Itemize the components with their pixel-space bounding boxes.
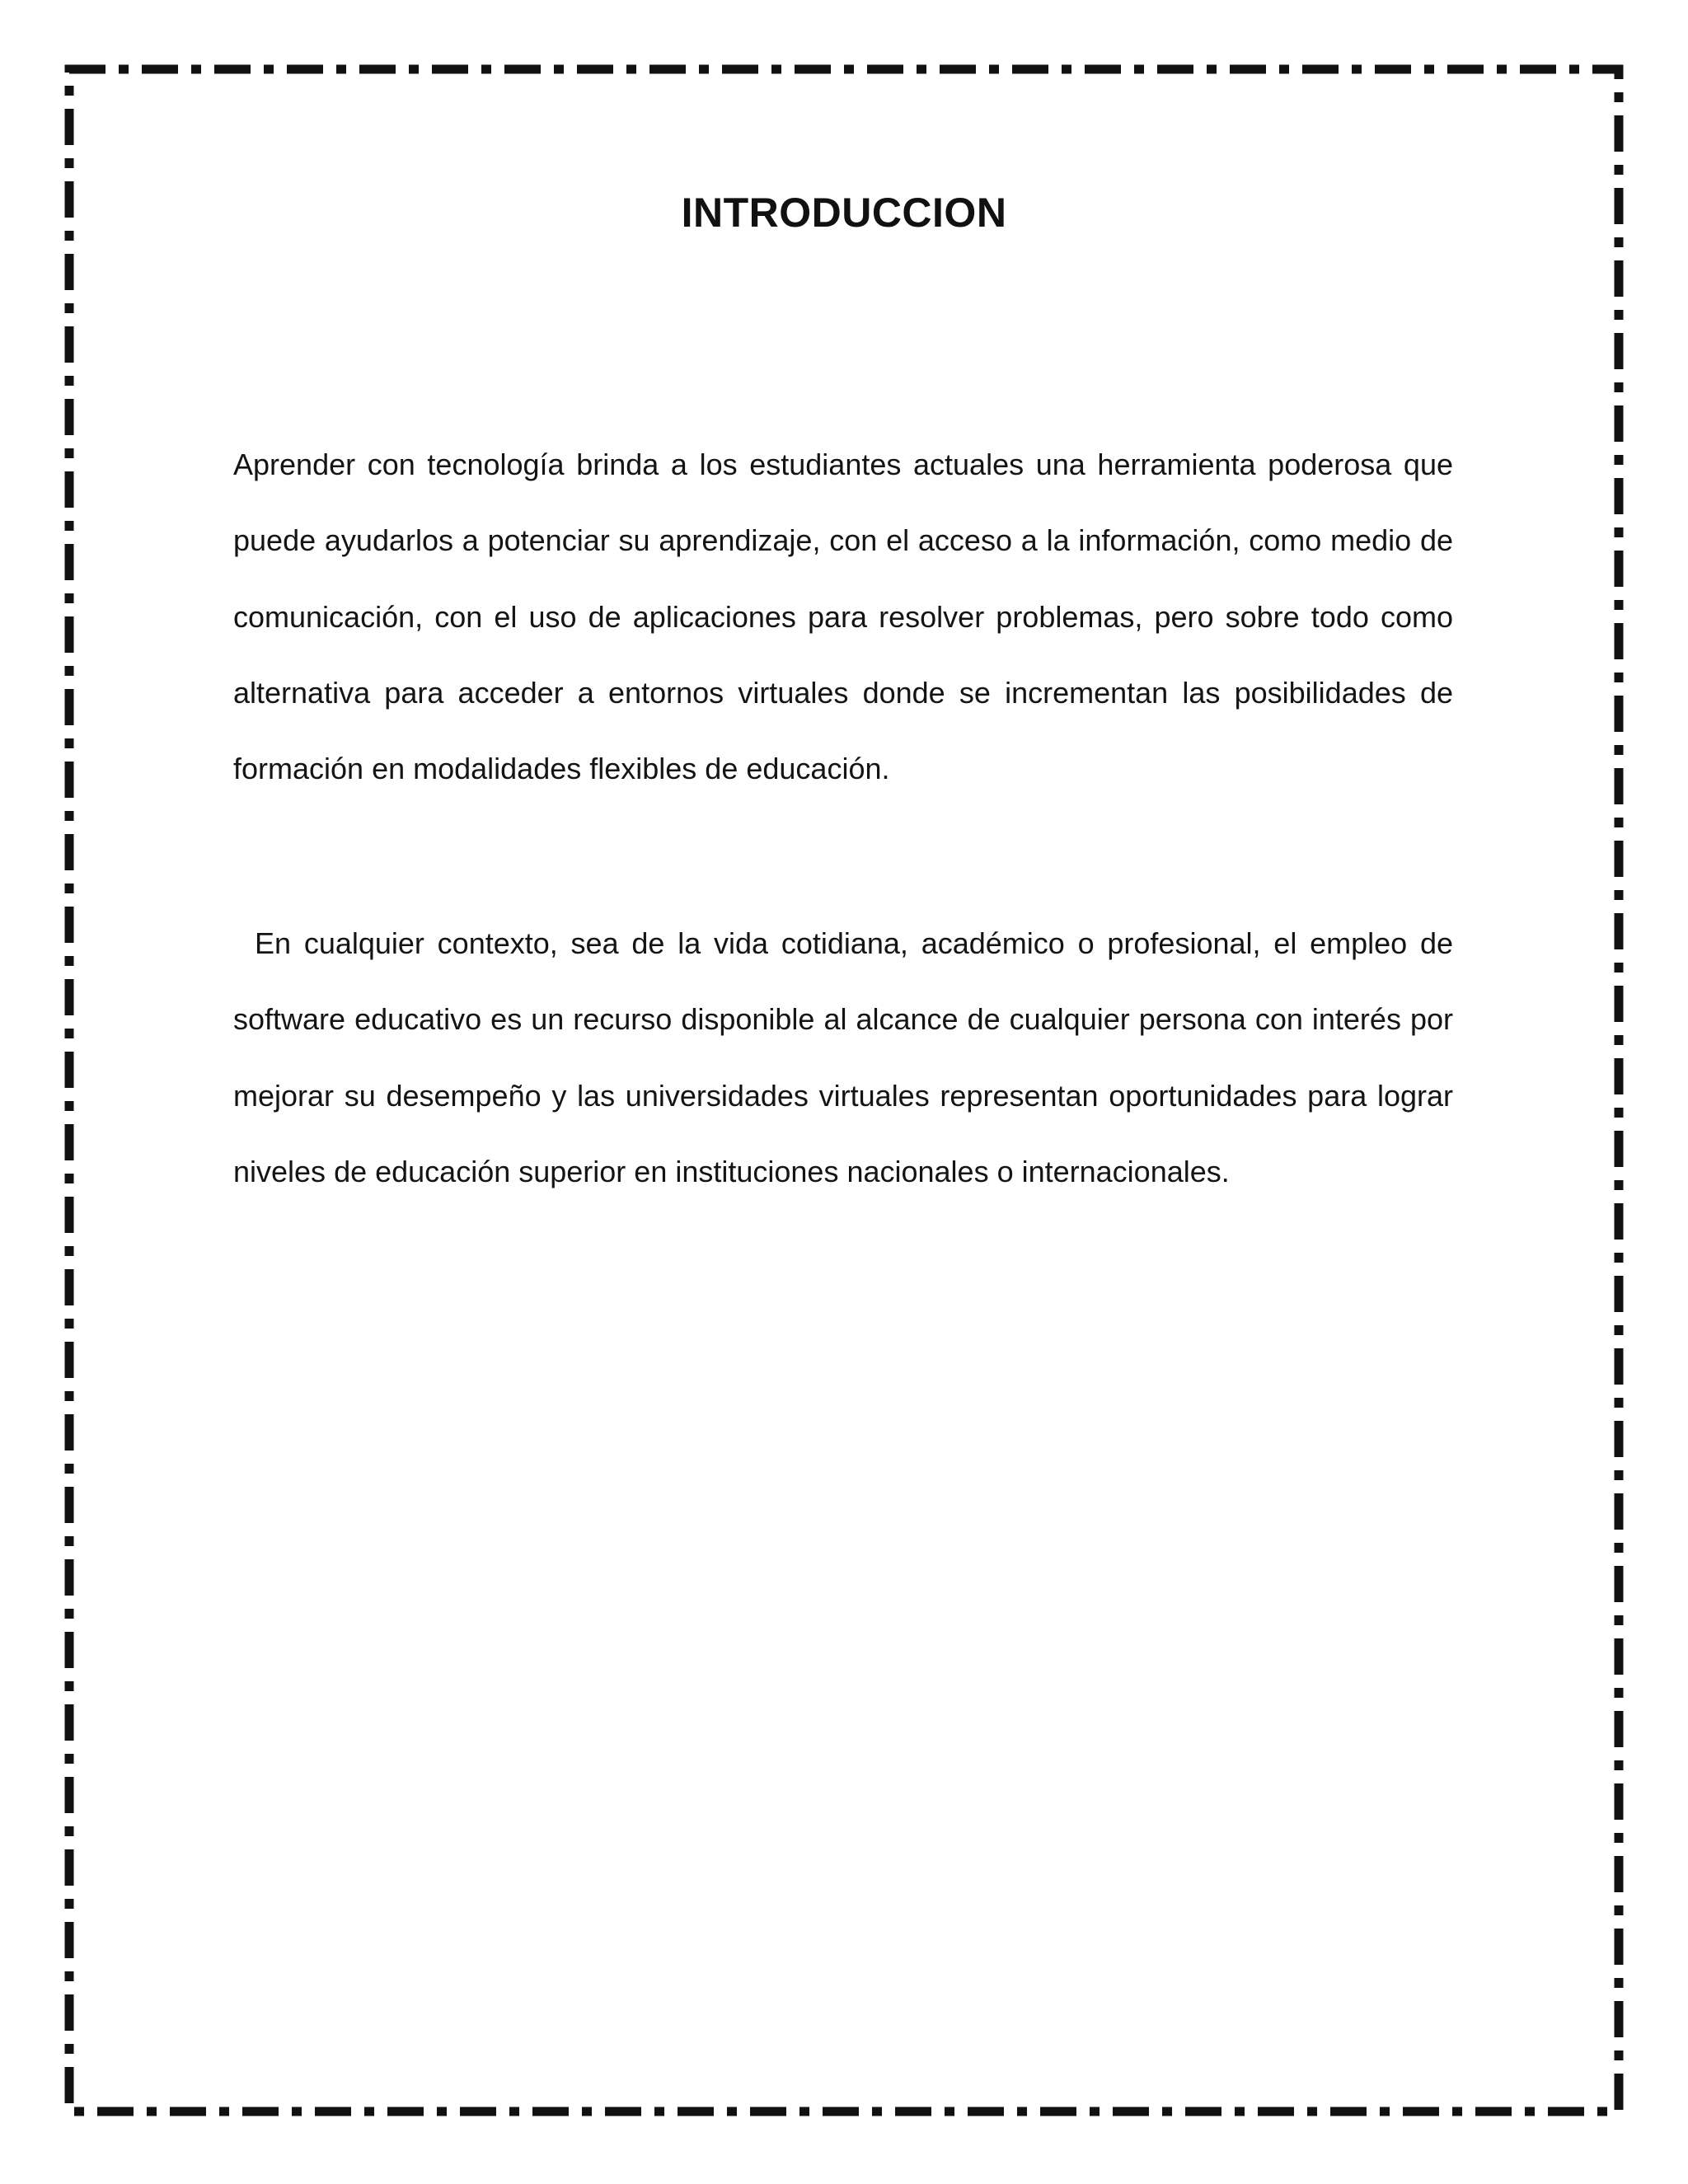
paragraph-2: En cualquier contexto, sea de la vida cotidiana, académico o profesional, el empleo de software educativo es un recurso disponible al alcance de cualquier persona con interés por mejorar su desempeño y las universidades virtuales representan oportunidades para lograr niveles de educación superior en instituciones nacionales o internacionales. [233,926,1453,1188]
paragraph-1: Aprender con tecnología brinda a los estudiantes actuales una herramienta poderosa que puede ayudarlos a potenciar su aprendizaje, con el acceso a la información, como medio de comunicación, con el uso de aplicaciones para resolver problemas, pero sobre todo como alternativa para acceder a entornos virtuales donde se incrementan las posibilidades de formación en modalidades flexibles de educación. [233,448,1453,786]
page-title: INTRODUCCION [681,190,1007,236]
